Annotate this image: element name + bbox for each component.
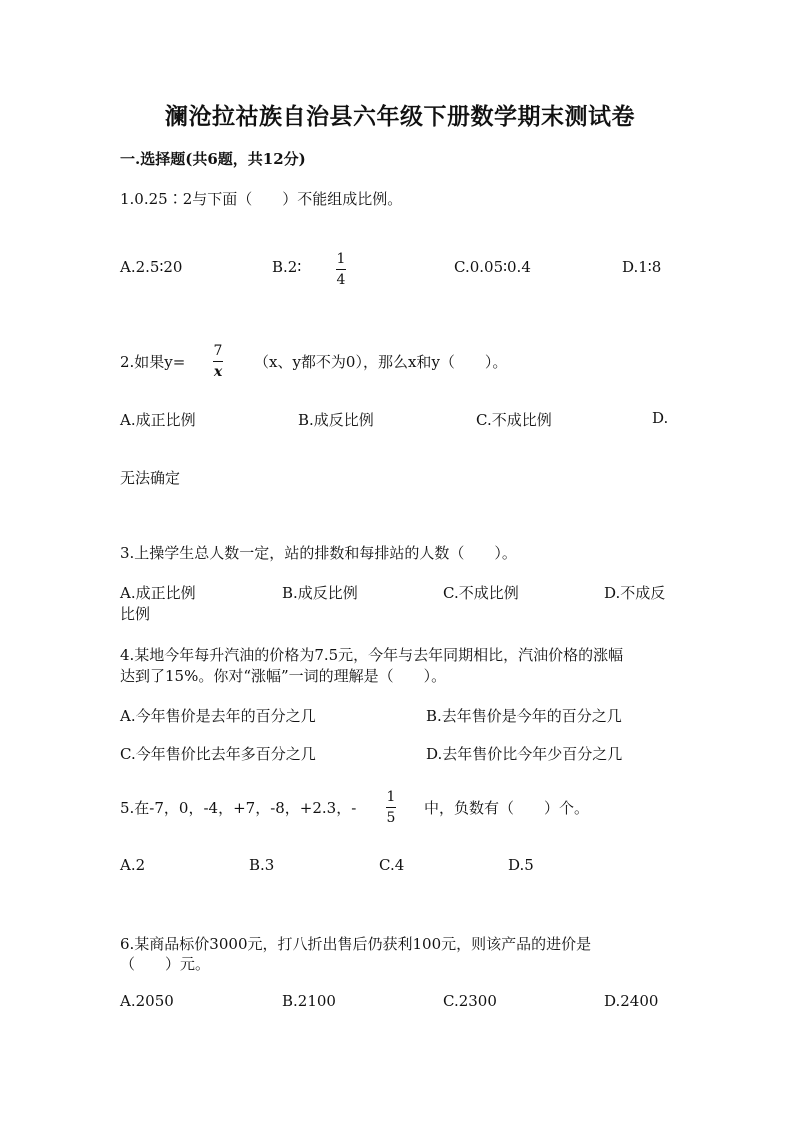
fraction-bar bbox=[386, 807, 396, 808]
q1-option-a: A.2.5∶20 bbox=[120, 258, 183, 276]
question-2-stem-end: （x、y都不为0），那么x和y（ ）。 bbox=[254, 353, 508, 371]
question-1-stem: 1.0.25∶2与下面（ ）不能组成比例。 bbox=[120, 190, 403, 208]
question-4-stem-line-2: 达到了15%。你对“涨幅”一词的理解是（ ）。 bbox=[120, 667, 447, 685]
q3-option-c: C.不成比例 bbox=[443, 584, 519, 602]
q1-option-b: B.2∶ bbox=[272, 258, 302, 276]
q5-option-c: C.4 bbox=[379, 856, 405, 874]
question-6-stem-line-2: （ ）元。 bbox=[120, 955, 211, 973]
q3-option-b: B.成反比例 bbox=[282, 584, 358, 602]
q2-option-a: A.成正比例 bbox=[120, 411, 196, 429]
fraction-denominator: x bbox=[213, 364, 223, 380]
q3-option-d: D.不成反 bbox=[604, 584, 666, 602]
q1-option-d: D.1∶8 bbox=[622, 258, 662, 276]
q5-fraction bbox=[386, 789, 396, 826]
fraction-numerator: 1 bbox=[336, 251, 346, 267]
q2-option-d: D. bbox=[652, 409, 669, 427]
q5-option-a: A.2 bbox=[120, 856, 146, 874]
question-3-stem: 3.上操学生总人数一定，站的排数和每排站的人数（ ）。 bbox=[120, 544, 517, 562]
fraction-numerator: 1 bbox=[386, 789, 396, 805]
fraction-bar bbox=[213, 361, 223, 362]
fraction-numerator: 7 bbox=[213, 343, 223, 359]
q4-option-d: D.去年售价比今年少百分之几 bbox=[426, 745, 623, 763]
q1-option-c: C.0.05∶0.4 bbox=[454, 258, 531, 276]
q2-option-c: C.不成比例 bbox=[476, 411, 552, 429]
section-heading: 一.选择题(共6题，共12分) bbox=[120, 150, 306, 168]
question-4-stem-line-1: 4.某地今年每升汽油的价格为7.5元，今年与去年同期相比，汽油价格的涨幅 bbox=[120, 646, 624, 664]
fraction-bar bbox=[336, 269, 346, 270]
q2-option-d-continued: 无法确定 bbox=[120, 469, 181, 487]
q1-option-b-fraction bbox=[336, 251, 346, 288]
q4-option-c: C.今年售价比去年多百分之几 bbox=[120, 745, 316, 763]
q5-option-b: B.3 bbox=[249, 856, 275, 874]
q2-option-b: B.成反比例 bbox=[298, 411, 374, 429]
q4-option-a: A.今年售价是去年的百分之几 bbox=[120, 707, 316, 725]
question-5-stem-start: 5.在-7，0，-4，+7，-8，+2.3，- bbox=[120, 799, 357, 817]
q6-option-d: D.2400 bbox=[604, 992, 659, 1010]
q3-option-d-continued: 比例 bbox=[120, 605, 151, 623]
q4-option-b: B.去年售价是今年的百分之几 bbox=[426, 707, 622, 725]
question-6-stem-line-1: 6.某商品标价3000元，打八折出售后仍获利100元，则该产品的进价是 bbox=[120, 935, 592, 953]
fraction-denominator: 4 bbox=[336, 272, 346, 288]
page-title: 澜沧拉祜族自治县六年级下册数学期末测试卷 bbox=[165, 103, 635, 130]
q2-fraction bbox=[213, 343, 223, 380]
q5-option-d: D.5 bbox=[508, 856, 534, 874]
q6-option-b: B.2100 bbox=[282, 992, 336, 1010]
q6-option-a: A.2050 bbox=[120, 992, 174, 1010]
q3-option-a: A.成正比例 bbox=[120, 584, 196, 602]
question-2-stem-start: 2.如果y= bbox=[120, 353, 186, 371]
question-5-stem-end: 中，负数有（ ）个。 bbox=[424, 799, 590, 817]
q6-option-c: C.2300 bbox=[443, 992, 497, 1010]
fraction-denominator: 5 bbox=[386, 810, 396, 826]
